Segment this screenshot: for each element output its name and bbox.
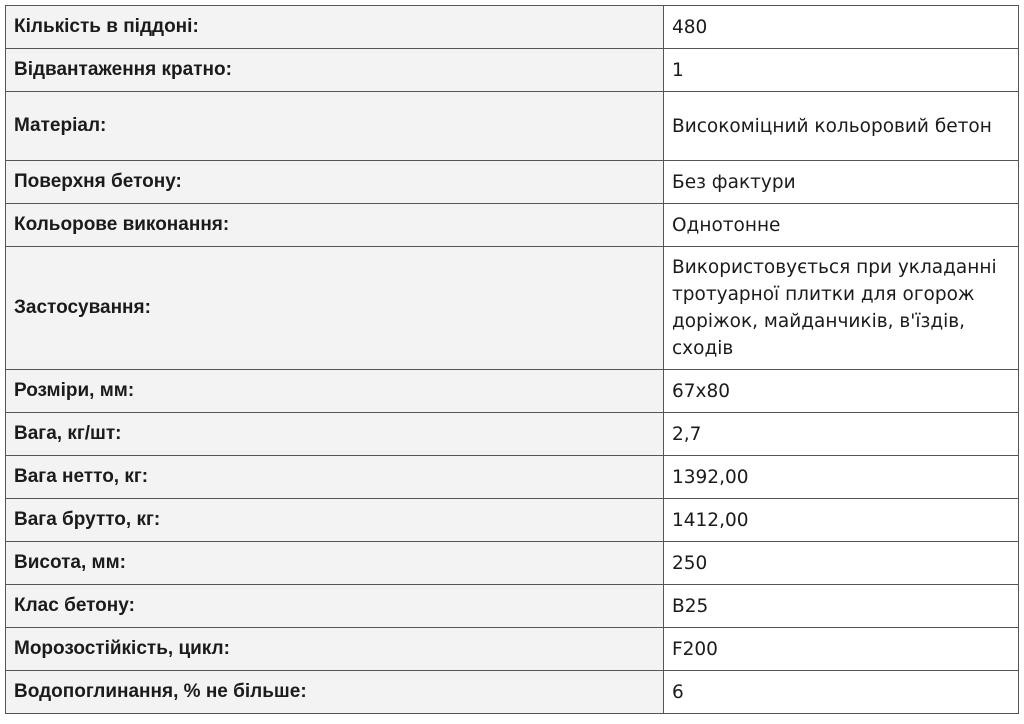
spec-value: 1412,00	[664, 499, 1019, 542]
table-row	[6, 49, 1019, 92]
table-row	[6, 585, 1019, 628]
spec-value: F200	[664, 628, 1019, 671]
spec-value: Без фактури	[664, 161, 1019, 204]
table-row	[6, 499, 1019, 542]
spec-label: Клас бетону:	[6, 585, 664, 628]
table-row	[6, 628, 1019, 671]
spec-label: Водопоглинання, % не більше:	[6, 671, 664, 714]
table-row	[6, 671, 1019, 714]
spec-label: Вага брутто, кг:	[6, 499, 664, 542]
spec-label: Застосування:	[6, 247, 664, 370]
spec-value: 250	[664, 542, 1019, 585]
spec-label: Кольорове виконання:	[6, 204, 664, 247]
spec-label: Вага нетто, кг:	[6, 456, 664, 499]
spec-label: Матеріал:	[6, 92, 664, 161]
spec-label: Висота, мм:	[6, 542, 664, 585]
spec-value: Високоміцний кольоровий бетон	[664, 92, 1019, 161]
spec-value: 6	[664, 671, 1019, 714]
table-row	[6, 92, 1019, 161]
spec-label: Вага, кг/шт:	[6, 413, 664, 456]
table-row	[6, 456, 1019, 499]
table-row	[6, 161, 1019, 204]
spec-value: Однотонне	[664, 204, 1019, 247]
spec-value: В25	[664, 585, 1019, 628]
table-row	[6, 6, 1019, 49]
spec-value: 480	[664, 6, 1019, 49]
spec-label: Поверхня бетону:	[6, 161, 664, 204]
table-row	[6, 247, 1019, 370]
spec-value: 67х80	[664, 370, 1019, 413]
spec-value: 1	[664, 49, 1019, 92]
spec-value: Використовується при укладанні тротуарної плитки для огорож доріжок, майданчиків, в'їздів, сходів	[664, 247, 1019, 370]
table-row	[6, 370, 1019, 413]
spec-label: Відвантаження кратно:	[6, 49, 664, 92]
spec-label: Розміри, мм:	[6, 370, 664, 413]
specifications-table	[5, 5, 1019, 714]
table-row	[6, 542, 1019, 585]
spec-label: Морозостійкість, цикл:	[6, 628, 664, 671]
spec-value: 2,7	[664, 413, 1019, 456]
table-row	[6, 204, 1019, 247]
spec-label: Кількість в піддоні:	[6, 6, 664, 49]
table-row	[6, 413, 1019, 456]
spec-value: 1392,00	[664, 456, 1019, 499]
